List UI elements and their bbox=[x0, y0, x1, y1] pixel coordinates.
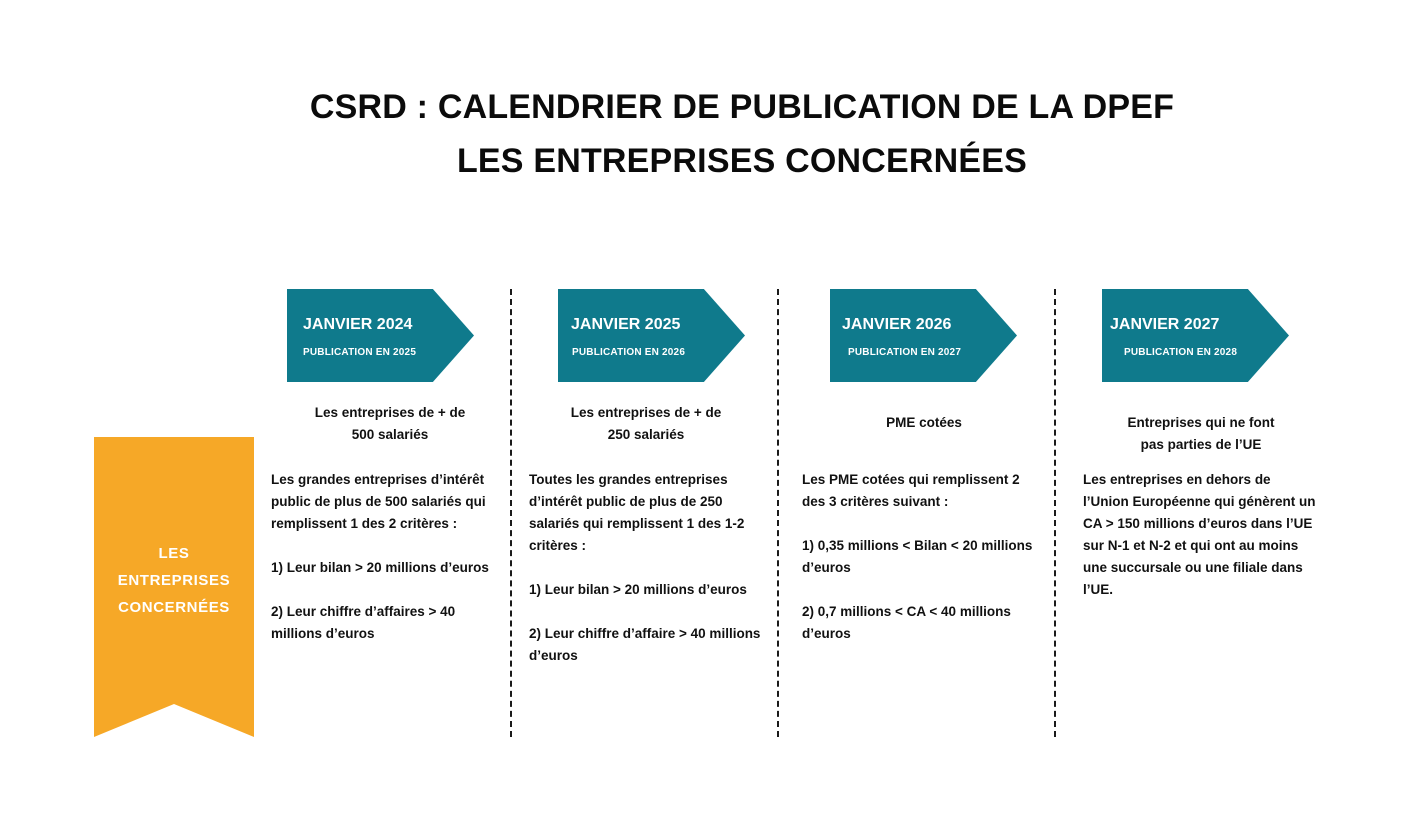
arrow-publication-2025: PUBLICATION EN 2026 bbox=[572, 347, 686, 358]
column-heading-line-1: PME cotées bbox=[886, 415, 962, 430]
column-body-2024 bbox=[271, 469, 499, 645]
column-body-2025 bbox=[529, 469, 761, 667]
ribbon-label-line-3: CONCERNÉES bbox=[118, 599, 230, 616]
arrow-month-2024: JANVIER 2024 bbox=[303, 316, 413, 333]
arrow-publication-2026: PUBLICATION EN 2027 bbox=[848, 347, 962, 358]
column-divider-3 bbox=[1054, 289, 1056, 737]
column-body-paragraph: Les entreprises en dehors de l’Union Européenne qui génèrent un CA > 150 millions d’euros dans l’UE sur N-1 et N-2 et qui ont au moins une succursale ou une filiale dans l’UE. bbox=[1083, 472, 1316, 597]
column-heading-line-1: Les entreprises de + de bbox=[314, 405, 466, 420]
ribbon-label-line-1: LES bbox=[158, 545, 190, 562]
column-body-paragraph: Toutes les grandes entreprises d’intérêt public de plus de 250 salariés qui remplissent 1 des 1-2 critères : bbox=[529, 472, 745, 553]
column-heading-2026 bbox=[814, 412, 1034, 434]
column-heading-line-1: Les entreprises de + de bbox=[570, 405, 722, 420]
column-divider-2 bbox=[777, 289, 779, 737]
column-body-2027 bbox=[1083, 469, 1319, 601]
arrow-month-2025: JANVIER 2025 bbox=[571, 316, 681, 333]
column-body-paragraph: 2) Leur chiffre d’affaire > 40 millions d’euros bbox=[529, 626, 761, 663]
arrow-month-2027: JANVIER 2027 bbox=[1110, 316, 1220, 333]
ribbon-label bbox=[94, 540, 254, 621]
column-body-paragraph: 2) 0,7 millions < CA < 40 millions d’euros bbox=[802, 604, 1011, 641]
column-body-paragraph: 1) Leur bilan > 20 millions d’euros bbox=[529, 582, 747, 597]
page-title: CSRD : CALENDRIER DE PUBLICATION DE LA DPEF bbox=[309, 88, 1175, 126]
arrow-publication-2024: PUBLICATION EN 2025 bbox=[303, 347, 417, 358]
column-heading-line-2: pas parties de l’UE bbox=[1140, 437, 1262, 452]
column-divider-1 bbox=[510, 289, 512, 737]
column-heading-line-1: Entreprises qui ne font bbox=[1127, 415, 1275, 430]
column-heading-2025 bbox=[535, 402, 757, 446]
column-body-paragraph: 2) Leur chiffre d’affaires > 40 millions d’euros bbox=[271, 604, 456, 641]
page-subtitle: LES ENTREPRISES CONCERNÉES bbox=[456, 142, 1028, 180]
arrow-publication-2027: PUBLICATION EN 2028 bbox=[1124, 347, 1238, 358]
column-body-paragraph: Les grandes entreprises d’intérêt public de plus de 500 salariés qui remplissent 1 des 2 critères : bbox=[271, 472, 486, 531]
column-body-paragraph: 1) Leur bilan > 20 millions d’euros bbox=[271, 560, 489, 575]
column-body-paragraph: 1) 0,35 millions < Bilan < 20 millions d’euros bbox=[802, 538, 1033, 575]
column-heading-2024 bbox=[280, 402, 500, 446]
column-heading-2027 bbox=[1088, 412, 1314, 456]
column-heading-line-2: 500 salariés bbox=[351, 427, 429, 442]
ribbon-label-line-2: ENTREPRISES bbox=[117, 572, 231, 589]
column-body-2026 bbox=[802, 469, 1036, 645]
column-body-paragraph: Les PME cotées qui remplissent 2 des 3 critères suivant : bbox=[802, 472, 1020, 509]
column-heading-line-2: 250 salariés bbox=[607, 427, 685, 442]
arrow-month-2026: JANVIER 2026 bbox=[842, 316, 952, 333]
